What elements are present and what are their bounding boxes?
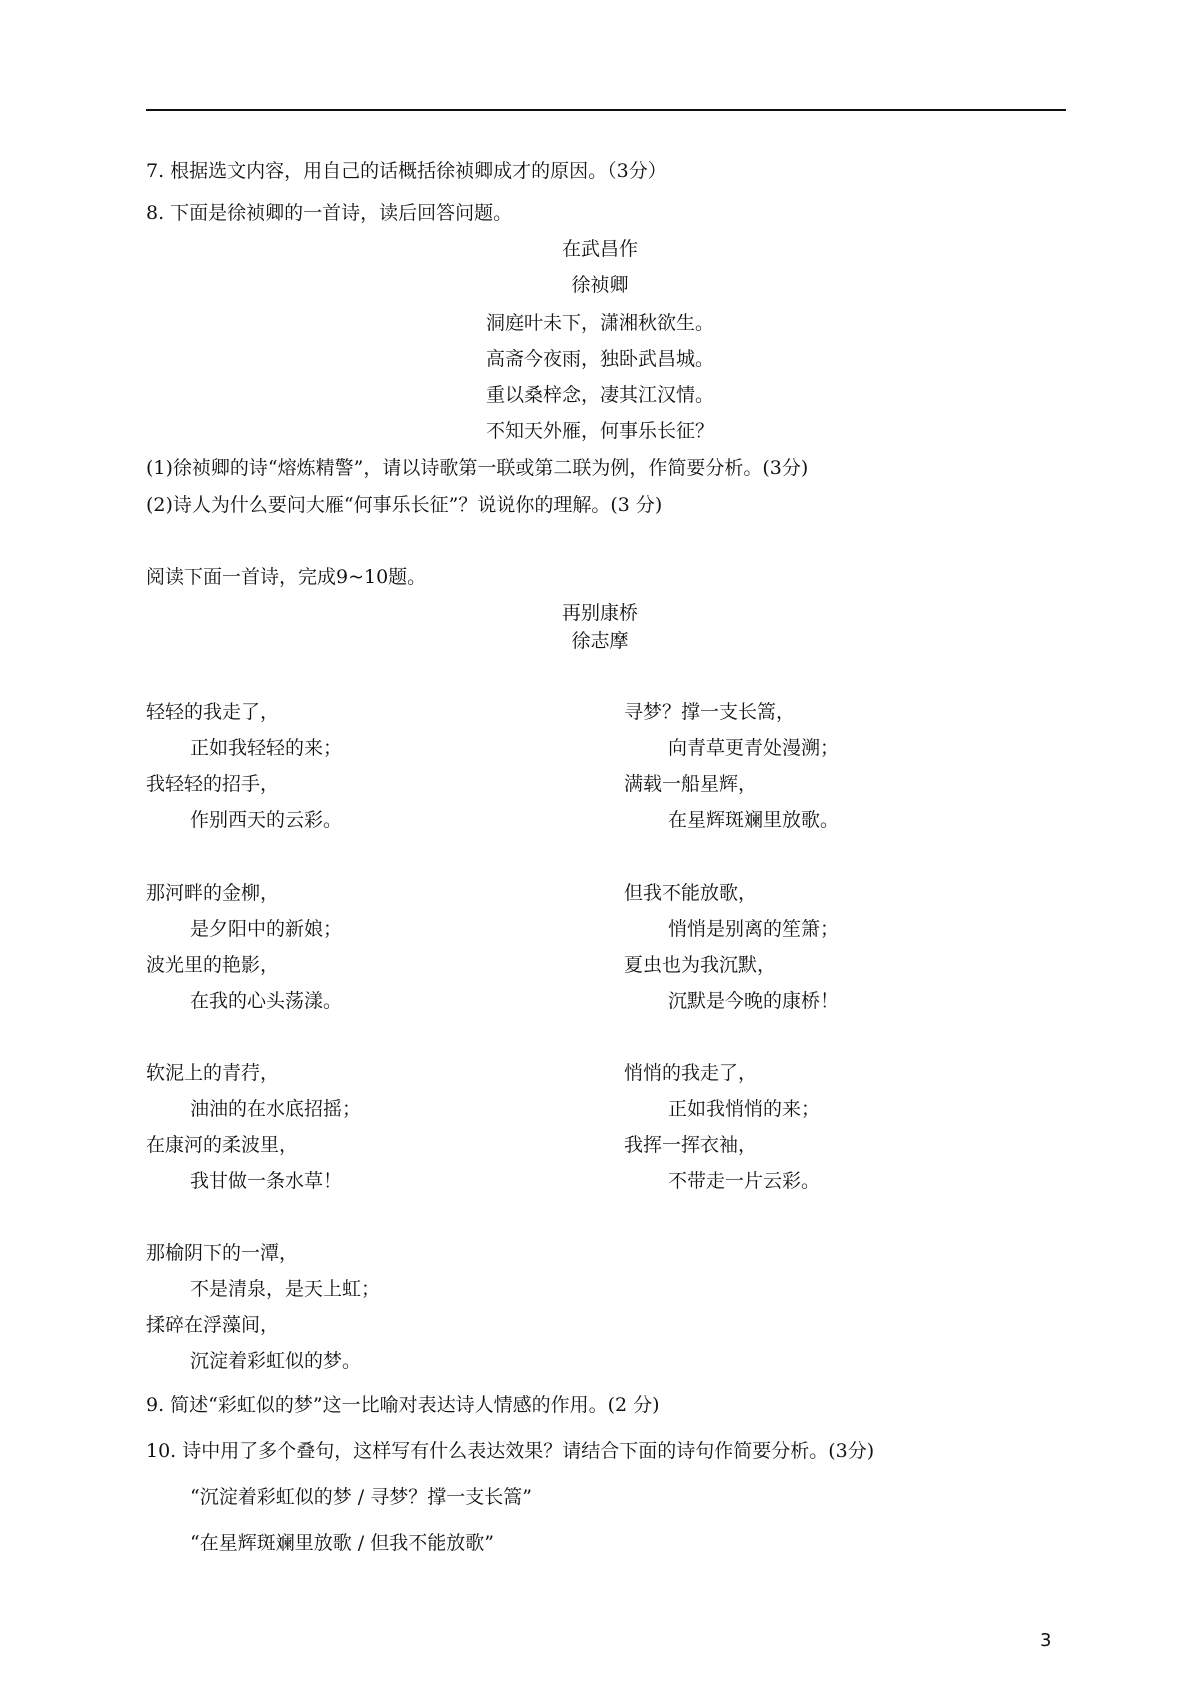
poem2-line: 那榆阴下的一潭， bbox=[146, 1242, 299, 1264]
poem2-line: 揉碎在浮藻间， bbox=[146, 1314, 280, 1336]
poem2-line: 我挥一挥衣袖， bbox=[624, 1134, 758, 1156]
poem2-line: 在星辉斑斓里放歌。 bbox=[668, 809, 840, 831]
poem1-line: 洞庭叶未下，潇湘秋欲生。 bbox=[485, 312, 714, 334]
question-8-2: (2)诗人为什么要问大雁“何事乐长征”？说说你的理解。(3 分) bbox=[146, 494, 663, 516]
poem2-line: 但我不能放歌， bbox=[624, 882, 758, 904]
poem2-line: 在我的心头荡漾。 bbox=[190, 990, 343, 1012]
poem2-line: 轻轻的我走了， bbox=[146, 701, 280, 723]
page-number: 3 bbox=[1040, 1630, 1052, 1651]
poem2-line: 沉淀着彩虹似的梦。 bbox=[190, 1350, 362, 1372]
poem1-line: 不知天外雁，何事乐长征？ bbox=[485, 420, 714, 442]
poem2-line: 正如我悄悄的来； bbox=[668, 1098, 821, 1120]
poem2-line: 寻梦？撑一支长篙， bbox=[624, 701, 796, 723]
poem1-line: 重以桑梓念，凄其江汉情。 bbox=[485, 384, 714, 406]
question-8: 8. 下面是徐祯卿的一首诗，读后回答问题。 bbox=[146, 202, 513, 224]
poem2-line: 悄悄是别离的笙箫； bbox=[668, 918, 840, 940]
poem2-line: 悄悄的我走了， bbox=[624, 1062, 758, 1084]
poem2-title: 再别康桥 bbox=[561, 602, 638, 624]
poem2-line: 那河畔的金柳， bbox=[146, 882, 280, 904]
poem2-line: 沉默是今晚的康桥！ bbox=[668, 990, 840, 1012]
question-10: 10. 诗中用了多个叠句，这样写有什么表达效果？请结合下面的诗句作简要分析。(3分) bbox=[146, 1440, 875, 1462]
poem2-line: 不带走一片云彩。 bbox=[668, 1170, 821, 1192]
poem2-line: 向青草更青处漫溯； bbox=[668, 737, 840, 759]
section-intro: 阅读下面一首诗，完成9~10题。 bbox=[146, 566, 427, 588]
poem1-line: 高斋今夜雨，独卧武昌城。 bbox=[485, 348, 714, 370]
poem2-line: 油油的在水底招摇； bbox=[190, 1098, 362, 1120]
quote-line: “在星辉斑斓里放歌 / 但我不能放歌” bbox=[190, 1532, 494, 1554]
question-8-1: (1)徐祯卿的诗“熔炼精警”，请以诗歌第一联或第二联为例，作简要分析。(3分) bbox=[146, 457, 809, 479]
poem2-line: 不是清泉，是天上虹； bbox=[190, 1278, 381, 1300]
poem2-line: 软泥上的青荇， bbox=[146, 1062, 280, 1084]
poem2-line: 波光里的艳影， bbox=[146, 954, 280, 976]
poem1-author: 徐祯卿 bbox=[571, 274, 629, 296]
poem2-line: 是夕阳中的新娘； bbox=[190, 918, 343, 940]
poem2-line: 夏虫也为我沉默， bbox=[624, 954, 777, 976]
poem2-line: 我甘做一条水草！ bbox=[190, 1170, 343, 1192]
question-9: 9. 简述“彩虹似的梦”这一比喻对表达诗人情感的作用。(2 分) bbox=[146, 1394, 660, 1416]
header-rule bbox=[146, 109, 1066, 111]
poem1-title: 在武昌作 bbox=[561, 238, 638, 260]
question-7: 7. 根据选文内容，用自己的话概括徐祯卿成才的原因。（3分） bbox=[146, 160, 667, 182]
poem2-line: 满载一船星辉， bbox=[624, 773, 758, 795]
poem2-line: 正如我轻轻的来； bbox=[190, 737, 343, 759]
poem2-author: 徐志摩 bbox=[571, 630, 629, 652]
poem2-line: 作别西天的云彩。 bbox=[190, 809, 343, 831]
poem2-line: 在康河的柔波里， bbox=[146, 1134, 299, 1156]
quote-line: “沉淀着彩虹似的梦 / 寻梦？撑一支长篙” bbox=[190, 1486, 532, 1508]
poem2-line: 我轻轻的招手， bbox=[146, 773, 280, 795]
